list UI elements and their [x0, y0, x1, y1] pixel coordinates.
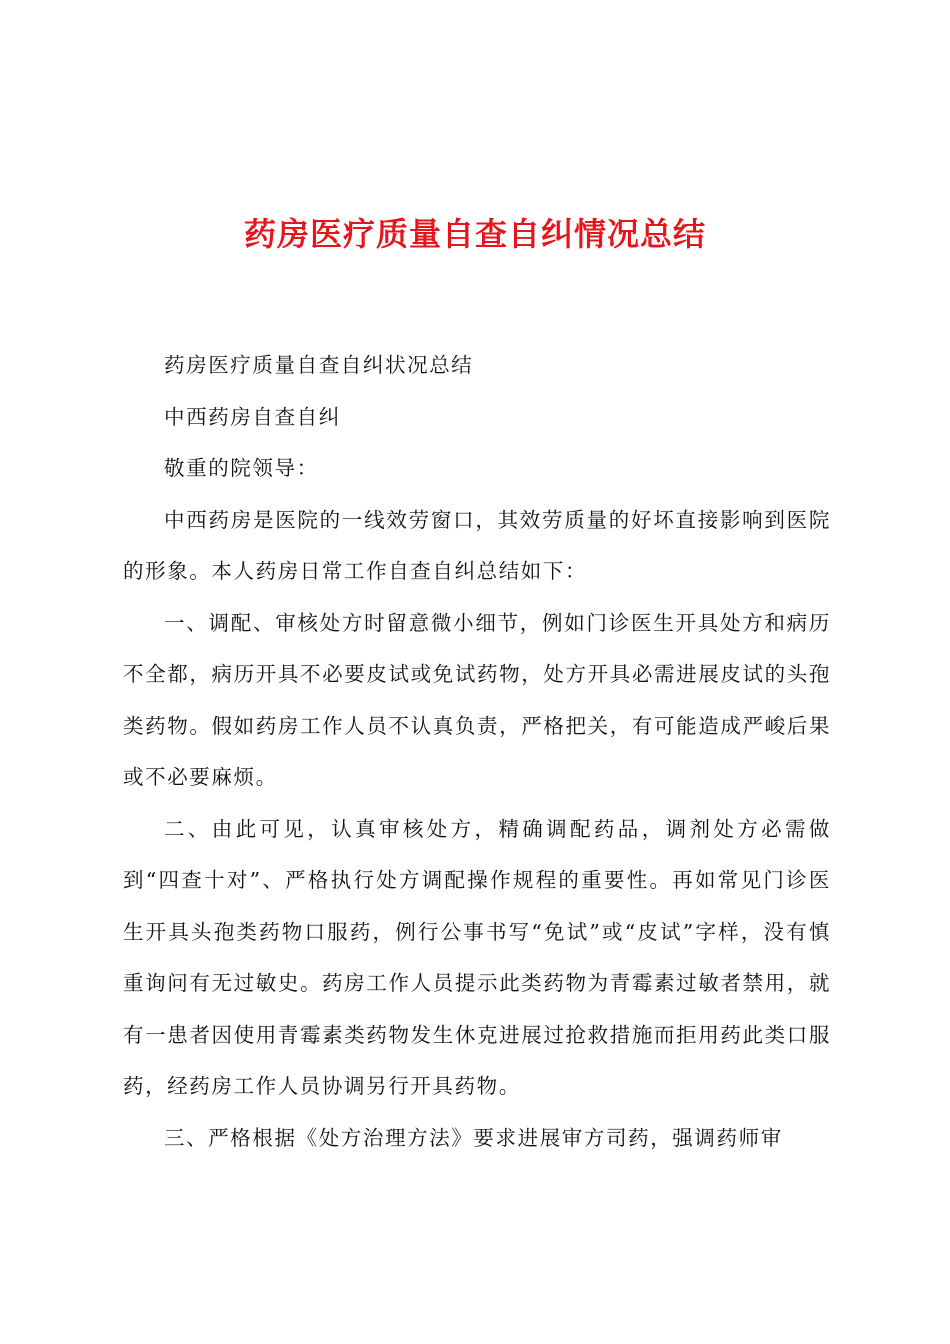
document-title: 药房医疗质量自查自纠情况总结 — [243, 215, 706, 253]
paragraph-point-two: 二、由此可见，认真审核处方，精确调配药品，调剂处方必需做到“四查十对”、严格执行处方调配操作规程的重要性。再如常见门诊医生开具头孢类药物口服药，例行公事书写“免试”或“皮试”字样，没有慎重询问有无过敏史。药房工作人员提示此类药物为青霉素过敏者禁用，就有一患者因使用青霉素类药物发生休克进展过抢救措施而拒用药此类口服药，经药房工作人员协调另行开具药物。 — [123, 816, 831, 1098]
paragraph-point-one: 一、调配、审核处方时留意微小细节，例如门诊医生开具处方和病历不全都，病历开具不必要皮试或免试药物，处方开具必需进展皮试的头孢类药物。假如药房工作人员不认真负责，严格把关，有可能造成严峻后果或不必要麻烦。 — [123, 610, 831, 789]
document-body — [123, 340, 831, 1164]
paragraph-subtitle: 药房医疗质量自查自纠状况总结 — [164, 353, 474, 377]
paragraph-intro: 中西药房是医院的一线效劳窗口，其效劳质量的好坏直接影响到医院的形象。本人药房日常工作自查自纠总结如下： — [123, 507, 831, 583]
paragraph-salutation: 敬重的院领导： — [164, 456, 319, 480]
paragraph-department: 中西药房自查自纠 — [164, 404, 341, 429]
paragraph-point-three: 三、严格根据《处方治理方法》要求进展审方司药，强调药师审 — [164, 1125, 783, 1150]
